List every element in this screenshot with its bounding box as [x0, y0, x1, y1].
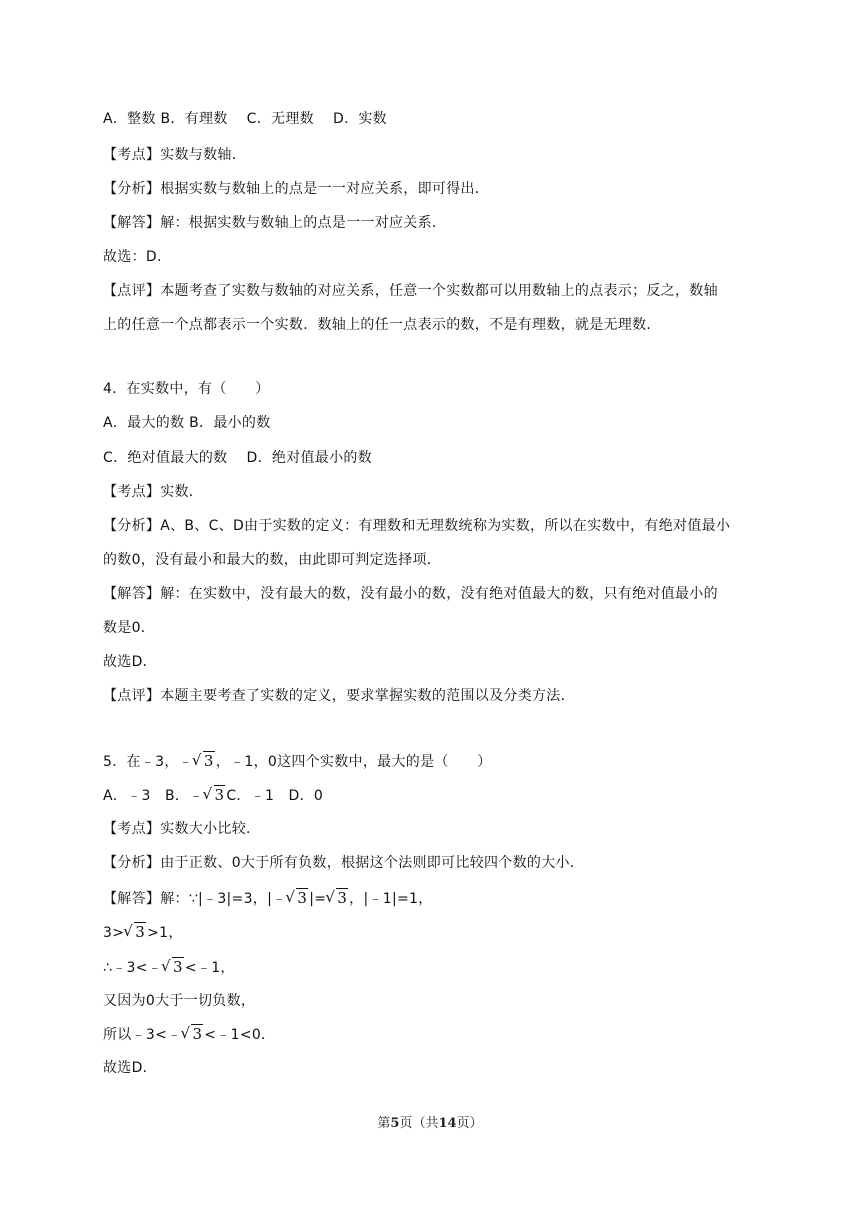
q5-jieda-line2: 3>√ 3 >1， — [103, 923, 183, 942]
q3-dianping-line2: 上的任意一个点都表示一个实数．数轴上的任一点表示的数，不是有理数，就是无理数． — [103, 317, 661, 333]
q3-jieda: 【解答】解：根据实数与数轴上的点是一一对应关系． — [103, 215, 447, 231]
page-footer: 第5页（共14页） — [377, 1116, 483, 1131]
sqrt-3: √ 3 — [163, 958, 184, 977]
q5-jieda-line5: 所以﹣3<﹣√ 3 <﹣1<0． — [103, 1025, 275, 1044]
q5-answer: 故选D． — [103, 1060, 157, 1076]
q4-options-ab: A．最大的数 B．最小的数 — [103, 415, 271, 431]
q4-answer: 故选D． — [103, 654, 157, 670]
q4-fenxi-line2: 的数0，没有最小和最大的数，由此即可判定选择项． — [103, 552, 442, 568]
q4-fenxi-line1: 【分析】A、B、C、D由于实数的定义：有理数和无理数统称为实数，所以在实数中，有绝对值最小 — [103, 518, 731, 534]
q4-jieda-line2: 数是0． — [103, 620, 156, 636]
q5-stem: 5．在﹣3，﹣√ 3 ，﹣1，0这四个实数中，最大的是（ ） — [103, 752, 492, 771]
q3-options: A．整数 B．有理数 C．无理数 D．实数 — [103, 111, 387, 127]
page-number: 5 — [390, 1116, 400, 1131]
q5-fenxi: 【分析】由于正数、0大于所有负数，根据这个法则即可比较四个数的大小． — [103, 855, 585, 871]
q3-dianping-line1: 【点评】本题考查了实数与数轴的对应关系，任意一个实数都可以用数轴上的点表示；反之，数轴 — [103, 283, 718, 299]
q5-jieda-line3: ∴﹣3<﹣√ 3 <﹣1， — [103, 958, 235, 977]
q5-jieda-line1: 【解答】解：∵|﹣3|=3，|﹣√ 3 |=√ 3 ，|﹣1|=1， — [103, 889, 433, 908]
q5-kaodian: 【考点】实数大小比较． — [103, 821, 261, 837]
q4-stem: 4．在实数中，有（ ） — [103, 381, 270, 397]
q4-jieda-line1: 【解答】解：在实数中，没有最大的数，没有最小的数，没有绝对值最大的数，只有绝对值最小的 — [103, 586, 718, 602]
sqrt-3: √ 3 — [182, 1025, 203, 1044]
sqrt-3: √ 3 — [194, 752, 215, 771]
q3-fenxi: 【分析】根据实数与数轴上的点是一一对应关系，即可得出． — [103, 181, 490, 197]
sqrt-3: √ 3 — [327, 889, 348, 908]
sqrt-3: √ 3 — [205, 786, 226, 805]
q4-dianping: 【点评】本题主要考查了实数的定义，要求掌握实数的范围以及分类方法． — [103, 688, 575, 704]
q3-answer: 故选：D． — [103, 249, 172, 265]
total-pages: 14 — [438, 1116, 457, 1131]
q5-options: A．﹣3 B．﹣√ 3 C．﹣1 D．0 — [103, 786, 323, 805]
q3-kaodian: 【考点】实数与数轴． — [103, 147, 246, 163]
q4-options-cd: C．绝对值最大的数 D．绝对值最小的数 — [103, 450, 373, 466]
q5-jieda-line4: 又因为0大于一切负数， — [103, 993, 256, 1009]
sqrt-3: √ 3 — [287, 889, 308, 908]
q4-kaodian: 【考点】实数． — [103, 484, 204, 500]
sqrt-3: √ 3 — [125, 923, 146, 942]
